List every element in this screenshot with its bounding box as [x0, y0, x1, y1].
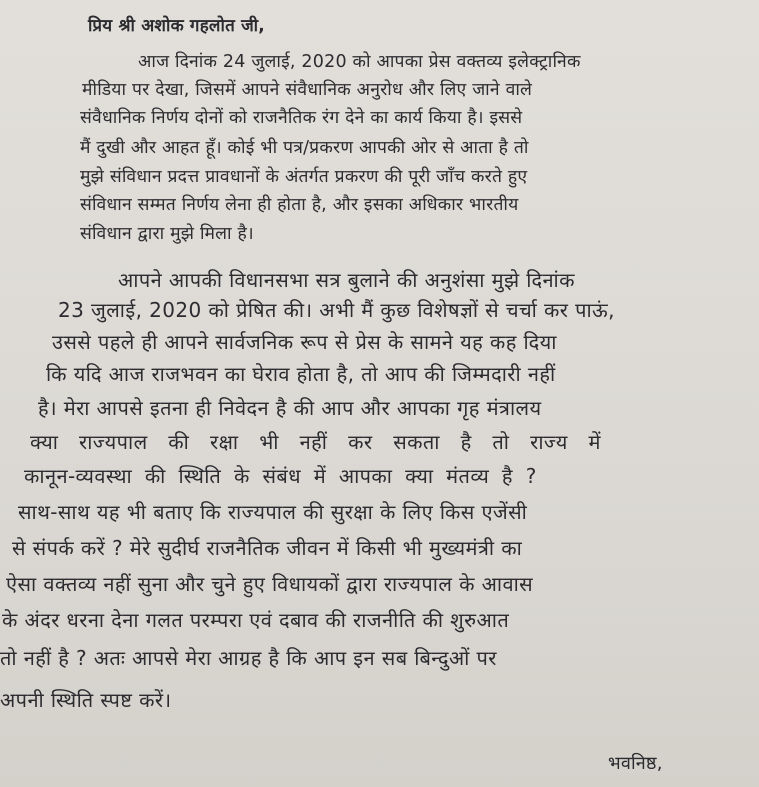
paragraph-1-line: मीडिया पर देखा, जिसमें आपने संवैधानिक अनुरोध और लिए जाने वाले	[82, 80, 533, 100]
paragraph-1-line: आज दिनांक 24 जुलाई, 2020 को आपका प्रेस वक्तव्य इलेक्ट्रानिक	[138, 52, 581, 72]
letter-closing: भवनिष्ठ,	[608, 753, 663, 774]
paragraph-2-line: से संपर्क करें ? मेरे सुदीर्घ राजनैतिक जीवन में किसी भी मुख्यमंत्री का	[12, 536, 523, 560]
paragraph-1-line: मैं दुखी और आहत हूँ। कोई भी पत्र/प्रकरण आपकी ओर से आता है तो	[80, 138, 529, 158]
paragraph-2-line: क्या राज्यपाल की रक्षा भी नहीं कर सकता है तो राज्य में	[30, 430, 601, 454]
paragraph-2-line: ऐसा वक्तव्य नहीं सुना और चुने हुए विधायकों द्वारा राज्यपाल के आवास	[6, 572, 534, 596]
paragraph-2-line: आपने आपकी विधानसभा सत्र बुलाने की अनुशंसा मुझे दिनांक	[118, 268, 575, 292]
paragraph-2-line: कि यदि आज राजभवन का घेराव होता है, तो आप की जिम्मदारी नहीं	[46, 362, 556, 386]
paragraph-1-line: संवैधानिक निर्णय दोनों को राजनैतिक रंग देने का कार्य किया है। इससे	[80, 108, 523, 128]
letter-salutation: प्रिय श्री अशोक गहलोत जी,	[88, 16, 265, 36]
paragraph-2-line: तो नहीं है ? अतः आपसे मेरा आग्रह है कि आप इन सब बिन्दुओं पर	[0, 646, 497, 670]
paragraph-2-line: साथ-साथ यह भी बताए कि राज्यपाल की सुरक्षा के लिए किस एजेंसी	[18, 500, 528, 524]
paragraph-2-line: उससे पहले ही आपने सार्वजनिक रूप से प्रेस के सामने यह कह दिया	[52, 330, 557, 354]
paragraph-1-line: संविधान सम्मत निर्णय लेना ही होता है, और इसका अधिकार भारतीय	[80, 195, 519, 215]
paragraph-1-line: मुझे संविधान प्रदत्त प्रावधानों के अंतर्गत प्रकरण की पूरी जाँच करते हुए	[80, 167, 528, 187]
paragraph-1-line: संविधान द्वारा मुझे मिला है।	[80, 224, 254, 244]
paragraph-2-line: कानून-व्यवस्था की स्थिति के संबंध में आपका क्या मंतव्य है ?	[24, 464, 537, 488]
paragraph-2-line: 23 जुलाई, 2020 को प्रेषित की। अभी मैं कुछ विशेषज्ञों से चर्चा कर पाऊं,	[58, 298, 615, 322]
paragraph-2-line: अपनी स्थिति स्पष्ट करें।	[0, 688, 172, 712]
paragraph-2-line: है। मेरा आपसे इतना ही निवेदन है की आप और आपका गृह मंत्रालय	[38, 396, 542, 420]
paragraph-2-line: के अंदर धरना देना गलत परम्परा एवं दबाव की राजनीति की शुरुआत	[2, 608, 510, 632]
